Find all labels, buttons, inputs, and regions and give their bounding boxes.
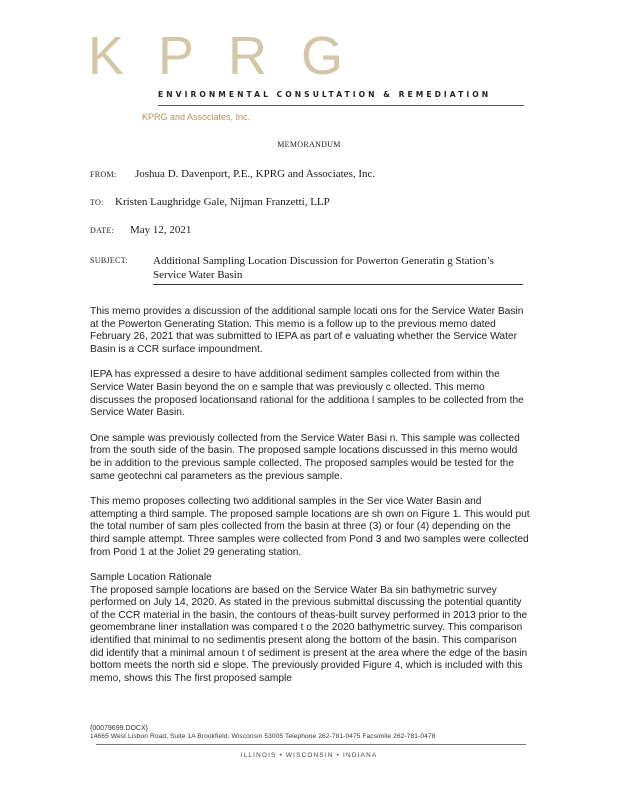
subject-divider — [153, 284, 523, 285]
to-label: TO: — [90, 198, 104, 207]
company-name: KPRG and Associates, Inc. — [142, 112, 251, 122]
footer-address: 14665 West Lisbon Road, Suite 1A Brookfield, Wisconsin 53005 Telephone 262-781-0475 Facsimile 262-781-0478 — [90, 733, 436, 740]
from-label: FROM: — [90, 170, 117, 179]
paragraph-previous-sample: One sample was previously collected from the Service Water Basi n. This sample was collected from the south side of the basin. The proposed sample locations discussed in this memo would be in addition to the previous sample collected. The proposed samples would be tested for the same geotechni cal parameters as the previous sample. — [90, 432, 520, 482]
section-heading: Sample Location Rationale — [90, 572, 212, 584]
paragraph-intro: This memo provides a discussion of the additional sample locati ons for the Service Water Basin at the Powerton Generating Station. This memo is a follow up to the previous memo dated February 26, 2021 that was submitted to IEPA as part of e valuating whether the Service Water Basin is a CCR surface impoundment. — [90, 306, 524, 355]
subject-label: SUBJECT: — [90, 256, 129, 265]
paragraph-proposal: This memo proposes collecting two additional samples in the Ser vice Water Basin and attempting a third sample. The proposed sample locations are sh own on Figure 1. This would put the total number of sam ples collected from the basin at three (3) or four (4) depending on the third sample attempt. Three samples were collected from Pond 3 and two samples were collected from Pond 1 at the Joliet 29 generating station. — [90, 496, 530, 558]
from-row — [90, 168, 375, 180]
footer-divider — [96, 744, 526, 745]
date-value: May 12, 2021 — [130, 224, 192, 236]
subject-line-1: Additional Sampling Location Discussion for Powerton Generatin g Station’s — [153, 255, 494, 267]
paragraph-rationale: The proposed sample locations are based on the Service Water Ba sin bathymetric survey performed on July 14, 2020. As stated in the previous submittal discussing the potential quantity of the CCR material in the basin, the contours of theas-built survey performed in 2013 prior to the geomembrane liner installation was compared t o the 2020 bathymetric survey. This comparison identified that minimal to no sedimentis present along the bottom of the basin. This comparison did identify that a minimal amoun t of sediment is present at the area where the edge of the basin bottom meets the north sid e slope. The previously provided Figure 4, which is included with this memo, shows this The first proposed sample — [90, 584, 528, 684]
to-row — [90, 196, 330, 208]
subject-value — [153, 254, 533, 282]
date-label: DATE: — [90, 226, 115, 235]
from-value: Joshua D. Davenport, P.E., KPRG and Associates, Inc. — [135, 168, 376, 180]
memo-title: MEMORANDUM — [277, 140, 341, 149]
subject-line-2: Service Water Basin — [153, 269, 243, 281]
paragraph-iepa: IEPA has expressed a desire to have additional sediment samples collected from within the Service Water Basin beyond the on e sample that was previously c ollected. This memo discusses the proposed locationsand rational for the additiona l samples to be collected from the Service Water Basin. — [90, 369, 524, 419]
to-value: Kristen Laughridge Gale, Nijman Franzetti, LLP — [115, 196, 330, 208]
date-row — [90, 224, 191, 236]
footer-states: ILLINOIS • WISCONSIN • INDIANA — [240, 752, 378, 759]
company-logo: KPRG — [88, 26, 378, 86]
document-code: {00079699.DOCX} — [90, 725, 148, 732]
header-divider — [158, 105, 524, 106]
tagline: ENVIRONMENTAL CONSULTATION & REMEDIATION — [158, 90, 492, 99]
memo-body — [90, 306, 530, 698]
